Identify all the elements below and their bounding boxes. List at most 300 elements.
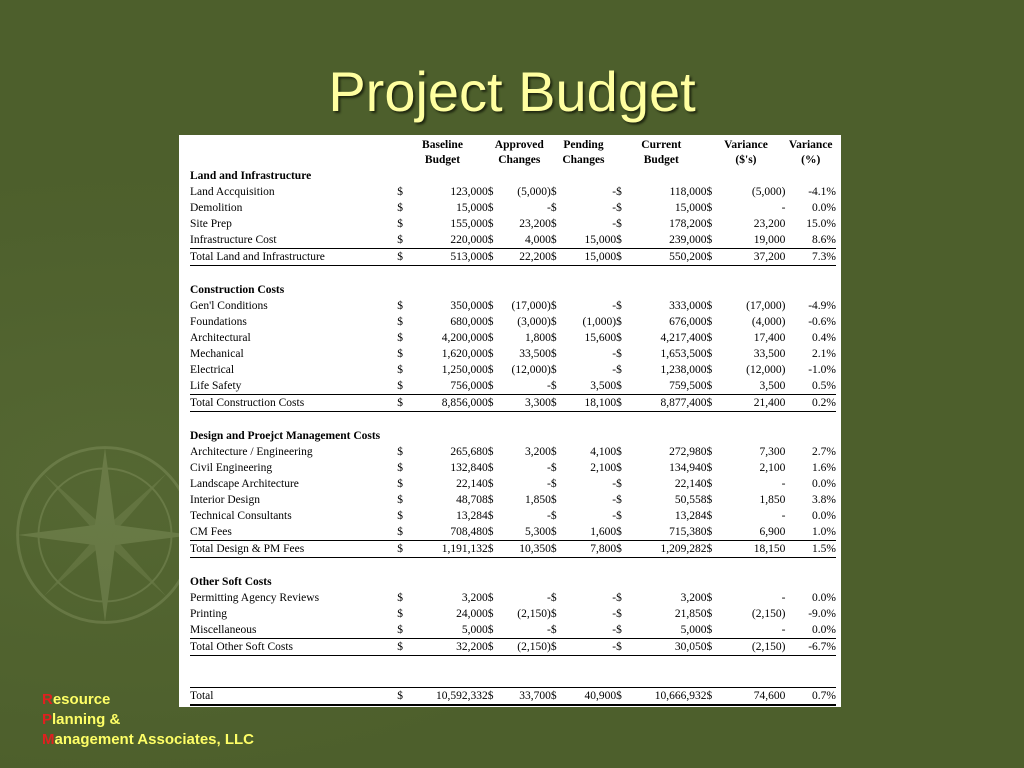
cell-current: 10,666,932 bbox=[631, 688, 707, 706]
currency-sign: $ bbox=[397, 541, 412, 558]
section-title: Land and Infrastructure bbox=[190, 170, 312, 182]
cell-variance-pct: 8.6% bbox=[812, 234, 836, 246]
cell-approved: (17,000) bbox=[511, 300, 551, 312]
cell-variance: (2,150) bbox=[751, 608, 786, 620]
table-row bbox=[190, 298, 836, 314]
cell-approved: 3,300 bbox=[502, 395, 550, 412]
currency-sign: $ bbox=[550, 608, 557, 620]
cell-baseline: 24,000 bbox=[456, 608, 488, 620]
cell-pending: - bbox=[612, 348, 617, 360]
cell-current: 272,980 bbox=[669, 446, 707, 458]
section-header-row bbox=[190, 282, 836, 298]
cell-current: 178,200 bbox=[669, 218, 707, 230]
cell-approved: 1,800 bbox=[524, 332, 551, 344]
spacer-cell bbox=[190, 412, 836, 429]
cell-approved: (2,150) bbox=[502, 639, 550, 656]
cell-current: 1,238,000 bbox=[660, 364, 707, 376]
cell-pending: - bbox=[612, 608, 617, 620]
cell-approved: 23,200 bbox=[519, 218, 551, 230]
cell-variance-pct: 1.0% bbox=[812, 526, 836, 538]
row-label: Electrical bbox=[190, 364, 235, 376]
currency-sign: $ bbox=[487, 348, 494, 360]
cell-pending: 15,600 bbox=[584, 332, 617, 344]
cell-pending: 3,500 bbox=[590, 380, 617, 392]
currency-sign: $ bbox=[706, 348, 713, 360]
currency-sign: $ bbox=[397, 395, 412, 412]
cell-baseline: 513,000 bbox=[412, 249, 488, 266]
subtotal-row bbox=[190, 639, 836, 656]
currency-sign: $ bbox=[706, 316, 713, 328]
cell-variance-pct: -0.6% bbox=[808, 316, 836, 328]
currency-sign: $ bbox=[487, 624, 494, 636]
table-row bbox=[190, 314, 836, 330]
cell-variance-pct: 0.7% bbox=[785, 688, 836, 706]
table-row bbox=[190, 622, 836, 639]
currency-sign: $ bbox=[707, 249, 722, 266]
row-label: Demolition bbox=[190, 202, 243, 214]
subtotal-row bbox=[190, 395, 836, 412]
firm-initial: M bbox=[42, 731, 55, 748]
currency-sign: $ bbox=[397, 639, 412, 656]
cell-baseline: 1,191,132 bbox=[412, 541, 488, 558]
grand-total-row bbox=[190, 688, 836, 706]
currency-sign: $ bbox=[616, 446, 622, 458]
row-label: Mechanical bbox=[190, 348, 244, 360]
cell-baseline: 132,840 bbox=[450, 462, 488, 474]
cell-approved: - bbox=[547, 380, 551, 392]
cell-variance: 7,300 bbox=[759, 446, 786, 458]
cell-current: 759,500 bbox=[669, 380, 707, 392]
cell-approved: 5,300 bbox=[524, 526, 551, 538]
currency-sign: $ bbox=[550, 478, 557, 490]
currency-sign: $ bbox=[616, 608, 622, 620]
currency-sign: $ bbox=[551, 249, 566, 266]
cell-baseline: 4,200,000 bbox=[441, 332, 488, 344]
cell-baseline: 8,856,000 bbox=[412, 395, 488, 412]
budget-table bbox=[190, 135, 836, 706]
cell-variance-pct: 0.0% bbox=[812, 624, 836, 636]
cell-variance-pct: 0.5% bbox=[812, 380, 836, 392]
currency-sign: $ bbox=[706, 332, 713, 344]
cell-pending: - bbox=[612, 300, 617, 312]
currency-sign: $ bbox=[707, 395, 722, 412]
currency-sign: $ bbox=[397, 526, 403, 538]
cell-pending: 40,900 bbox=[566, 688, 617, 706]
section-header-row bbox=[190, 168, 836, 184]
currency-sign: $ bbox=[616, 202, 622, 214]
currency-sign: $ bbox=[397, 592, 403, 604]
cell-approved: (2,150) bbox=[517, 608, 551, 620]
cell-current: 134,940 bbox=[669, 462, 707, 474]
spacer-row bbox=[190, 656, 836, 688]
cell-approved: 4,000 bbox=[524, 234, 551, 246]
cell-pending: - bbox=[612, 364, 617, 376]
currency-sign: $ bbox=[616, 218, 622, 230]
currency-sign: $ bbox=[616, 186, 622, 198]
currency-sign: $ bbox=[550, 526, 557, 538]
currency-sign: $ bbox=[706, 234, 713, 246]
row-label: Total Other Soft Costs bbox=[190, 639, 397, 656]
cell-variance: 17,400 bbox=[753, 332, 786, 344]
cell-baseline: 13,284 bbox=[456, 510, 488, 522]
cell-variance-pct: 0.0% bbox=[812, 592, 836, 604]
currency-sign: $ bbox=[616, 624, 622, 636]
row-label: Interior Design bbox=[190, 494, 260, 506]
cell-pending: - bbox=[612, 218, 617, 230]
header-current: Current Budget bbox=[641, 139, 682, 166]
currency-sign: $ bbox=[616, 592, 622, 604]
cell-variance: 33,500 bbox=[753, 348, 786, 360]
cell-variance-pct: -6.7% bbox=[785, 639, 836, 656]
cell-approved: - bbox=[547, 462, 551, 474]
cell-approved: - bbox=[547, 592, 551, 604]
cell-pending: (1,000) bbox=[582, 316, 617, 328]
currency-sign: $ bbox=[706, 446, 713, 458]
cell-approved: 33,700 bbox=[502, 688, 550, 706]
currency-sign: $ bbox=[397, 478, 403, 490]
currency-sign: $ bbox=[397, 202, 403, 214]
cell-variance: 74,600 bbox=[721, 688, 785, 706]
currency-sign: $ bbox=[397, 364, 403, 376]
cell-variance: (5,000) bbox=[751, 186, 786, 198]
currency-sign: $ bbox=[706, 300, 713, 312]
section-title: Other Soft Costs bbox=[190, 576, 272, 588]
cell-current: 3,200 bbox=[680, 592, 707, 604]
currency-sign: $ bbox=[551, 639, 566, 656]
currency-sign: $ bbox=[397, 510, 403, 522]
firm-line bbox=[42, 690, 254, 710]
currency-sign: $ bbox=[487, 494, 494, 506]
cell-variance: 3,500 bbox=[759, 380, 786, 392]
currency-sign: $ bbox=[397, 688, 412, 706]
row-label: Infrastructure Cost bbox=[190, 234, 277, 246]
currency-sign: $ bbox=[706, 462, 713, 474]
cell-current: 715,380 bbox=[669, 526, 707, 538]
currency-sign: $ bbox=[487, 364, 494, 376]
cell-baseline: 123,000 bbox=[450, 186, 488, 198]
currency-sign: $ bbox=[616, 348, 622, 360]
cell-variance-pct: 1.6% bbox=[812, 462, 836, 474]
table-row bbox=[190, 508, 836, 524]
cell-baseline: 350,000 bbox=[450, 300, 488, 312]
currency-sign: $ bbox=[487, 186, 494, 198]
currency-sign: $ bbox=[397, 186, 403, 198]
currency-sign: $ bbox=[397, 332, 403, 344]
currency-sign: $ bbox=[616, 510, 622, 522]
cell-variance: 6,900 bbox=[759, 526, 786, 538]
cell-approved: 3,200 bbox=[524, 446, 551, 458]
firm-line bbox=[42, 730, 254, 750]
cell-baseline: 48,708 bbox=[456, 494, 488, 506]
header-baseline: Baseline Budget bbox=[422, 139, 463, 166]
cell-variance-pct: 2.1% bbox=[812, 348, 836, 360]
table-row bbox=[190, 524, 836, 541]
currency-sign: $ bbox=[397, 624, 403, 636]
cell-variance-pct: 0.0% bbox=[812, 510, 836, 522]
row-label: Miscellaneous bbox=[190, 624, 257, 636]
firm-text: lanning & bbox=[52, 711, 121, 728]
currency-sign: $ bbox=[397, 348, 403, 360]
cell-baseline: 155,000 bbox=[450, 218, 488, 230]
cell-pending: 2,100 bbox=[590, 462, 617, 474]
table-row bbox=[190, 444, 836, 460]
cell-baseline: 265,680 bbox=[450, 446, 488, 458]
currency-sign: $ bbox=[706, 478, 713, 490]
cell-current: 22,140 bbox=[674, 478, 707, 490]
cell-variance: - bbox=[781, 202, 786, 214]
cell-variance: - bbox=[781, 478, 786, 490]
currency-sign: $ bbox=[706, 380, 713, 392]
currency-sign: $ bbox=[488, 688, 503, 706]
currency-sign: $ bbox=[487, 234, 494, 246]
currency-sign: $ bbox=[616, 300, 622, 312]
currency-sign: $ bbox=[397, 608, 403, 620]
cell-variance: - bbox=[781, 510, 786, 522]
cell-baseline: 22,140 bbox=[456, 478, 488, 490]
firm-text: anagement Associates, LLC bbox=[54, 731, 255, 748]
subtotal-row bbox=[190, 249, 836, 266]
row-label: Printing bbox=[190, 608, 228, 620]
currency-sign: $ bbox=[487, 380, 494, 392]
currency-sign: $ bbox=[706, 494, 713, 506]
firm-line bbox=[42, 710, 254, 730]
currency-sign: $ bbox=[707, 688, 722, 706]
firm-initial: R bbox=[42, 691, 53, 708]
cell-current: 13,284 bbox=[674, 510, 707, 522]
cell-current: 1,209,282 bbox=[631, 541, 707, 558]
currency-sign: $ bbox=[488, 639, 503, 656]
row-label: Gen'l Conditions bbox=[190, 300, 268, 312]
cell-baseline: 756,000 bbox=[450, 380, 488, 392]
cell-variance: 18,150 bbox=[721, 541, 785, 558]
currency-sign: $ bbox=[397, 446, 403, 458]
currency-sign: $ bbox=[550, 494, 557, 506]
cell-pending: - bbox=[612, 186, 617, 198]
cell-pending: 7,800 bbox=[566, 541, 617, 558]
cell-current: 8,877,400 bbox=[631, 395, 707, 412]
compass-rose-icon bbox=[10, 440, 200, 630]
currency-sign: $ bbox=[397, 249, 412, 266]
currency-sign: $ bbox=[706, 526, 713, 538]
currency-sign: $ bbox=[706, 186, 713, 198]
currency-sign: $ bbox=[487, 202, 494, 214]
row-label: Architectural bbox=[190, 332, 251, 344]
table-row bbox=[190, 362, 836, 378]
row-label: Total Land and Infrastructure bbox=[190, 249, 397, 266]
row-label: Technical Consultants bbox=[190, 510, 292, 522]
currency-sign: $ bbox=[616, 364, 622, 376]
header-row bbox=[190, 135, 836, 168]
currency-sign: $ bbox=[397, 380, 403, 392]
cell-approved: 33,500 bbox=[519, 348, 551, 360]
cell-approved: (12,000) bbox=[511, 364, 551, 376]
currency-sign: $ bbox=[550, 218, 557, 230]
cell-pending: - bbox=[612, 494, 617, 506]
currency-sign: $ bbox=[616, 639, 631, 656]
cell-approved: - bbox=[547, 624, 551, 636]
cell-variance: 19,000 bbox=[753, 234, 786, 246]
table-row bbox=[190, 492, 836, 508]
header-variance-dollars: Variance ($'s) bbox=[724, 139, 768, 166]
currency-sign: $ bbox=[487, 478, 494, 490]
cell-current: 15,000 bbox=[674, 202, 707, 214]
slide-title: Project Budget bbox=[328, 60, 696, 123]
currency-sign: $ bbox=[616, 541, 631, 558]
row-label: Civil Engineering bbox=[190, 462, 273, 474]
currency-sign: $ bbox=[616, 380, 622, 392]
cell-baseline: 3,200 bbox=[461, 592, 488, 604]
currency-sign: $ bbox=[550, 186, 557, 198]
currency-sign: $ bbox=[551, 688, 566, 706]
currency-sign: $ bbox=[616, 494, 622, 506]
table-row bbox=[190, 346, 836, 362]
row-label: Landscape Architecture bbox=[190, 478, 299, 490]
cell-baseline: 1,250,000 bbox=[441, 364, 488, 376]
currency-sign: $ bbox=[487, 446, 494, 458]
cell-current: 50,558 bbox=[674, 494, 707, 506]
cell-variance-pct: 7.3% bbox=[785, 249, 836, 266]
currency-sign: $ bbox=[488, 541, 503, 558]
cell-baseline: 708,480 bbox=[450, 526, 488, 538]
cell-approved: 1,850 bbox=[524, 494, 551, 506]
currency-sign: $ bbox=[616, 234, 622, 246]
currency-sign: $ bbox=[706, 202, 713, 214]
currency-sign: $ bbox=[550, 316, 557, 328]
cell-variance: 1,850 bbox=[759, 494, 786, 506]
cell-variance-pct: 15.0% bbox=[806, 218, 836, 230]
currency-sign: $ bbox=[616, 395, 631, 412]
cell-pending: 1,600 bbox=[590, 526, 617, 538]
row-label: Foundations bbox=[190, 316, 247, 328]
cell-variance: - bbox=[781, 592, 786, 604]
currency-sign: $ bbox=[487, 462, 494, 474]
currency-sign: $ bbox=[397, 462, 403, 474]
cell-variance-pct: 0.4% bbox=[812, 332, 836, 344]
cell-pending: 4,100 bbox=[590, 446, 617, 458]
currency-sign: $ bbox=[616, 688, 631, 706]
currency-sign: $ bbox=[550, 624, 557, 636]
cell-baseline: 10,592,332 bbox=[412, 688, 488, 706]
cell-variance-pct: 1.5% bbox=[785, 541, 836, 558]
cell-approved: - bbox=[547, 202, 551, 214]
currency-sign: $ bbox=[706, 624, 713, 636]
row-label: CM Fees bbox=[190, 526, 232, 538]
cell-baseline: 5,000 bbox=[461, 624, 488, 636]
cell-variance: (17,000) bbox=[746, 300, 786, 312]
table-row bbox=[190, 184, 836, 200]
cell-variance-pct: 0.0% bbox=[812, 478, 836, 490]
cell-variance-pct: 2.7% bbox=[812, 446, 836, 458]
cell-pending: - bbox=[612, 592, 617, 604]
table-row bbox=[190, 606, 836, 622]
currency-sign: $ bbox=[616, 249, 631, 266]
cell-approved: - bbox=[547, 478, 551, 490]
cell-variance-pct: -4.9% bbox=[808, 300, 836, 312]
table-row bbox=[190, 378, 836, 395]
spacer-cell bbox=[190, 266, 836, 283]
cell-variance: 2,100 bbox=[759, 462, 786, 474]
cell-approved: (5,000) bbox=[517, 186, 551, 198]
cell-approved: 22,200 bbox=[502, 249, 550, 266]
cell-pending: 15,000 bbox=[584, 234, 617, 246]
spacer-cell bbox=[190, 558, 836, 575]
currency-sign: $ bbox=[487, 300, 494, 312]
cell-variance-pct: 0.0% bbox=[812, 202, 836, 214]
currency-sign: $ bbox=[397, 300, 403, 312]
spacer-row bbox=[190, 558, 836, 575]
cell-variance-pct: -1.0% bbox=[808, 364, 836, 376]
row-label: Architecture / Engineering bbox=[190, 446, 313, 458]
table-row bbox=[190, 200, 836, 216]
currency-sign: $ bbox=[487, 218, 494, 230]
table-row bbox=[190, 590, 836, 606]
cell-variance: 23,200 bbox=[753, 218, 786, 230]
cell-current: 239,000 bbox=[669, 234, 707, 246]
firm-initial: P bbox=[42, 711, 53, 728]
cell-variance: - bbox=[781, 624, 786, 636]
cell-approved: 10,350 bbox=[502, 541, 550, 558]
cell-variance-pct: 3.8% bbox=[812, 494, 836, 506]
currency-sign: $ bbox=[397, 234, 403, 246]
currency-sign: $ bbox=[487, 316, 494, 328]
cell-approved: - bbox=[547, 510, 551, 522]
currency-sign: $ bbox=[397, 316, 403, 328]
cell-baseline: 15,000 bbox=[456, 202, 488, 214]
header-blank bbox=[190, 135, 397, 168]
section-header-row bbox=[190, 428, 836, 444]
cell-variance: 21,400 bbox=[721, 395, 785, 412]
currency-sign: $ bbox=[550, 462, 557, 474]
cell-pending: - bbox=[566, 639, 617, 656]
cell-current: 550,200 bbox=[631, 249, 707, 266]
currency-sign: $ bbox=[706, 364, 713, 376]
currency-sign: $ bbox=[550, 300, 557, 312]
header-variance-percent: Variance (%) bbox=[788, 139, 833, 166]
currency-sign: $ bbox=[707, 639, 722, 656]
cell-pending: - bbox=[612, 624, 617, 636]
section-header-row bbox=[190, 574, 836, 590]
currency-sign: $ bbox=[550, 446, 557, 458]
currency-sign: $ bbox=[706, 218, 713, 230]
header-pending: Pending Changes bbox=[562, 139, 605, 166]
table-row bbox=[190, 216, 836, 232]
currency-sign: $ bbox=[616, 526, 622, 538]
currency-sign: $ bbox=[397, 218, 403, 230]
table-row bbox=[190, 476, 836, 492]
row-label: Total Construction Costs bbox=[190, 395, 397, 412]
firm-name bbox=[42, 690, 254, 750]
currency-sign: $ bbox=[488, 395, 503, 412]
row-label: Total bbox=[190, 688, 397, 706]
cell-baseline: 680,000 bbox=[450, 316, 488, 328]
cell-variance: 37,200 bbox=[721, 249, 785, 266]
cell-current: 30,050 bbox=[631, 639, 707, 656]
currency-sign: $ bbox=[616, 478, 622, 490]
subtotal-row bbox=[190, 541, 836, 558]
row-label: Life Safety bbox=[190, 380, 242, 392]
table-row bbox=[190, 330, 836, 346]
currency-sign: $ bbox=[487, 526, 494, 538]
spacer-row bbox=[190, 266, 836, 283]
currency-sign: $ bbox=[551, 395, 566, 412]
cell-baseline: 1,620,000 bbox=[441, 348, 488, 360]
currency-sign: $ bbox=[706, 510, 713, 522]
currency-sign: $ bbox=[550, 510, 557, 522]
currency-sign: $ bbox=[397, 494, 403, 506]
currency-sign: $ bbox=[706, 592, 713, 604]
cell-current: 21,850 bbox=[674, 608, 707, 620]
cell-variance-pct: -4.1% bbox=[808, 186, 836, 198]
